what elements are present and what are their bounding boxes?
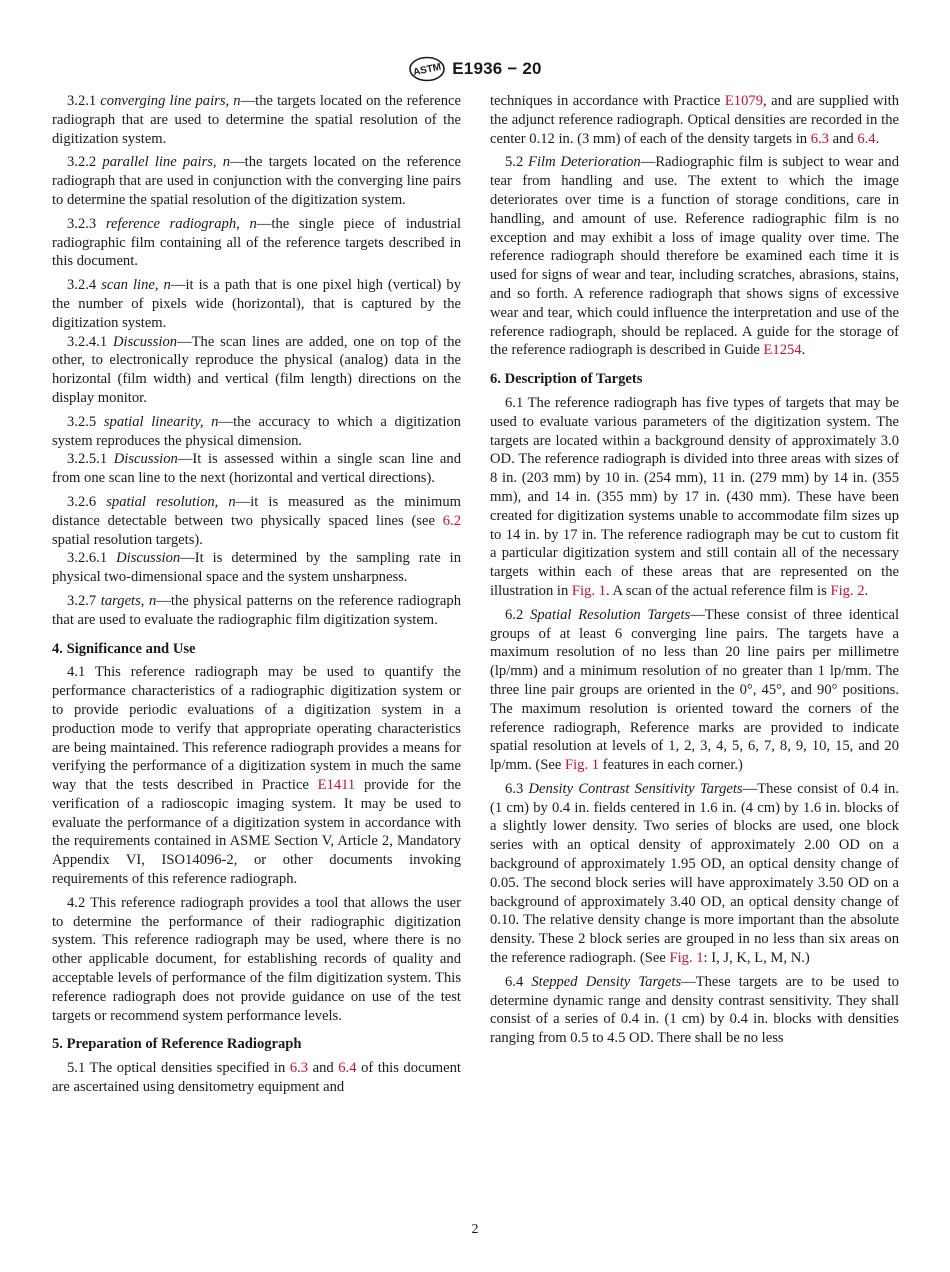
paragraph-3-2-3: 3.2.3 reference radiograph, n—the single piece of industrial radiographic film containing all of the reference targets described in this document. [52,215,461,270]
paragraph-3-2-4-1: 3.2.4.1 Discussion—The scan lines are added, one on top of the other, to electronically reproduce the physical (analog) data in the horizontal (film width) and vertical (film length) directions on the display monitor. [52,333,461,406]
ref-link-6-4[interactable]: 6.4 [857,130,876,147]
paragraph-5-1-continued: techniques in accordance with Practice E1079, and are supplied with the adjunct reference radiograph. Optical densities are recorded in the center 0.12 in. (3 mm) of each of the density targets in 6.3 and 6.4. [490,93,899,147]
paragraph-4-2: 4.2 This reference radiograph provides a tool that allows the user to determine the performance of their radiographic digitization system. This reference radiograph may be used, where there is no other applicable document, for establishing records of quality and acceptable levels of performance of the film digitization system. This reference radiograph does not provide guidance on use of the test targets or recommend system performance levels. [52,894,461,1024]
paragraph-6-4: 6.4 Stepped Density Targets—These targets are to be used to determine dynamic range and density contrast sensitivity. They shall consist of a series of 0.4 in. (1 cm) by 0.4 in. blocks with densities ranging from 0.5 to 4.5 OD. There shall be no less [490,973,899,1047]
section-4-heading: 4. Significance and Use [52,640,196,657]
ref-link-fig-2[interactable]: Fig. 2 [830,582,865,599]
ref-link-fig-1[interactable]: Fig. 1 [669,950,704,967]
paragraph-6-1: 6.1 The reference radiograph has five types of targets that may be used to evaluate various parameters of the digitization system. The targets are located within a background density of approximately 3.0 OD. The reference radiograph is divided into three areas with sizes of 8 in. (203 mm) by 10 in. (254 mm), 11 in. (279 mm) by 14 in. (355 mm), and 14 in. (355 mm) by 17 in. (430 mm). These have been created for digitization systems unable to accommodate film sizes up to 14 in. by 17 in. The reference radiograph may be cut to custom fit a particular digitization system and still contain all of the necessary targets within each of these areas that are represented on the illustration in Fig. 1. A scan of the actual reference film is Fig. 2. [490,394,899,599]
section-5-heading: 5. Preparation of Reference Radiograph [52,1036,302,1053]
ref-link-fig-1[interactable]: Fig. 1 [571,582,606,599]
right-column [490,92,899,1048]
astm-logo-icon [408,56,446,82]
ref-link-6-2[interactable]: 6.2 [442,512,461,529]
svg-text:ASTM: ASTM [412,61,443,79]
ref-link-e1254[interactable]: E1254 [763,342,802,359]
paragraph-5-2: 5.2 Film Deterioration—Radiographic film is subject to wear and tear from handling and use. The extent to which the image deteriorates over time is a function of storage conditions, care in handling, and amount of use. Reference radiographic film is no exception and may exhibit a loss of image quality over time. The reference radiograph should therefore be examined each time it is used for signs of wear and tear, including scratches, abrasions, stains, and so forth. A reference radiograph that shows signs of excessive wear and tear, which could influence the interpretation and use of the reference radiograph, should be replaced. A guide for the storage of the reference radiograph is described in Guide E1254. [490,154,899,359]
page-header [0,56,950,82]
left-column [52,92,461,1097]
section-6-heading: 6. Description of Targets [490,371,643,388]
paragraph-3-2-4: 3.2.4 scan line, n—it is a path that is one pixel high (vertical) by the number of pixels wide (horizontal), that is captured by the digitization system. [52,277,461,331]
ref-link-6-3[interactable]: 6.3 [289,1060,309,1077]
paragraph-3-2-5: 3.2.5 spatial linearity, n—the accuracy to which a digitization system reproduces the physical dimension. [52,413,461,449]
paragraph-3-2-5-1: 3.2.5.1 Discussion—It is assessed within a single scan line and from one scan line to the next (horizontal and vertical directions). [52,451,461,487]
paragraph-3-2-6: 3.2.6 spatial resolution, n—it is measured as the minimum distance detectable between two physically spaced lines (see 6.2 spatial resolution targets). [52,493,461,548]
ref-link-6-3[interactable]: 6.3 [810,130,829,147]
paragraph-3-2-6-1: 3.2.6.1 Discussion—It is determined by the sampling rate in physical two-dimensional space and the system unsharpness. [52,550,461,586]
paragraph-3-2-2: 3.2.2 parallel line pairs, n—the targets located on the reference radiograph that are used in conjunction with the converging line pairs to determine the spatial resolution of the digitization system. [52,154,461,208]
ref-link-fig-1[interactable]: Fig. 1 [565,757,600,774]
paragraph-4-1: 4.1 This reference radiograph may be used to quantify the performance characteristics of a radiographic digitization system or to provide periodic evaluations of a digitization system in a production mode to verify that appropriate operating characteristics are being maintained. This reference radiograph provides a means for verifying the performance of a digitization system in much the same way that the tests described in Practice E1411 provide for the verification of a radioscopic imaging system. It may be used to evaluate the performance of a digitization system in accordance with the requirements contained in ASME Section V, Article 2, Mandatory Appendix VI, ISO14096-2, or other documents invoking requirements of this reference radiograph. [52,664,461,888]
paragraph-6-2: 6.2 Spatial Resolution Targets—These consist of three identical groups of at least 6 converging line pairs. The targets have a maximum resolution of no less than 20 line pairs per millimetre (lp/mm) and a minimum resolution of no greater than 1 lp/mm. The three line pair groups are oriented in the 0°, 45°, and 90° positions. The maximum resolution is oriented toward the corners of the reference radiograph, Reference marks are provided to indicate spatial resolution at levels of 1, 2, 3, 4, 5, 6, 7, 8, 9, 10, 15, and 20 lp/mm. (See Fig. 1 features in each corner.) [490,606,900,774]
ref-link-e1079[interactable]: E1079 [724,93,763,109]
ref-link-6-4[interactable]: 6.4 [338,1060,357,1077]
paragraph-5-1: 5.1 The optical densities specified in 6.3 and 6.4 of this document are ascertained using densitometry equipment and [52,1060,461,1096]
ref-link-e1411[interactable]: E1411 [317,777,356,794]
paragraph-3-2-1: 3.2.1 converging line pairs, n—the targets located on the reference radiograph that are used to determine the spatial resolution of the digitization system. [52,93,462,147]
paragraph-3-2-7: 3.2.7 targets, n—the physical patterns on the reference radiograph that are used to evaluate the radiographic film digitization system. [52,592,461,628]
paragraph-6-3: 6.3 Density Contrast Sensitivity Targets—These consist of 0.4 in. (1 cm) by 0.4 in. fields centered in 1.6 in. (4 cm) by 1.6 in. blocks of a slightly lower density. Two series of blocks are used, one block series with an optical density of approximately 2.00 OD on a background of approximately 1.95 OD, an optical density change of 0.05. The second block series will have approximately 3.50 OD on a background of approximately 3.40 OD, an optical density change of 0.10. The relative density change is more important than the absolute density. These 2 block series are grouped in no less than six areas on the reference radiograph. (See Fig. 1: I, J, K, L, M, N.) [490,780,899,967]
page-number: 2 [471,1222,479,1237]
document-designation: E1936 − 20 [452,59,542,78]
